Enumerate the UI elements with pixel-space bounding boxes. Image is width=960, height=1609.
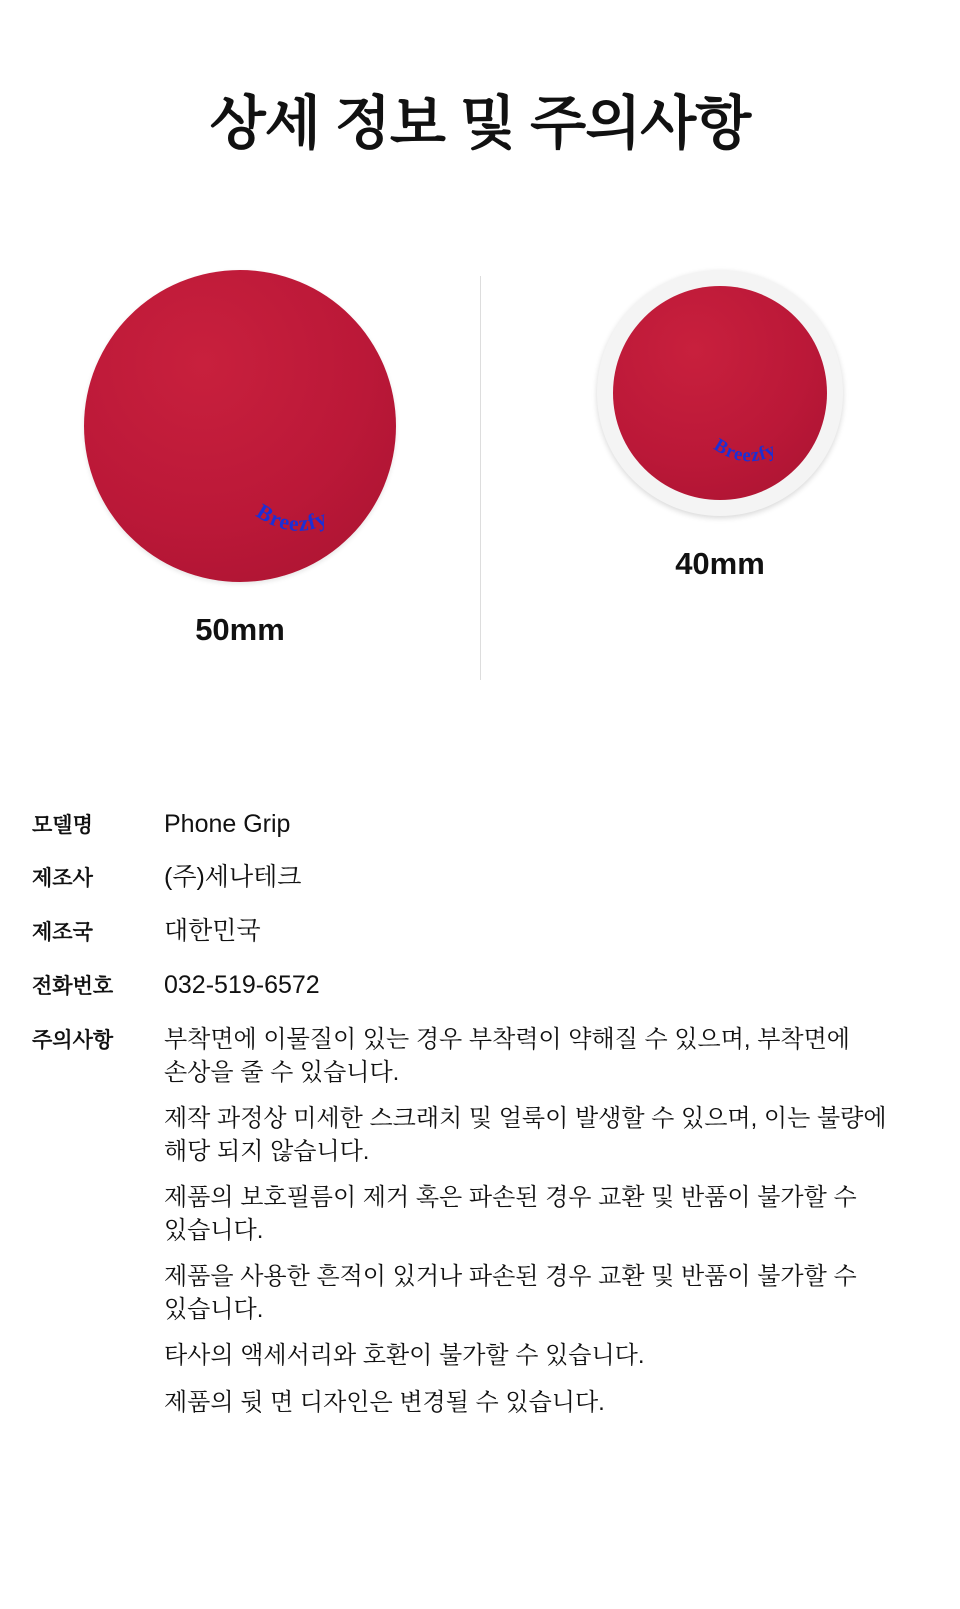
brand-logo-text: Breezfy xyxy=(710,434,780,466)
product-item-40mm xyxy=(480,270,960,582)
grip-disc-small xyxy=(613,286,827,500)
spec-row-notice xyxy=(32,1023,928,1419)
list-item: 제품의 뒷 면 디자인은 변경될 수 있습니다. xyxy=(164,1388,605,1416)
spec-value-phone: 032-519-6572 xyxy=(164,970,320,999)
spec-row-phone xyxy=(32,969,928,1003)
product-size-comparison xyxy=(0,270,960,690)
spec-row-manufacturer xyxy=(32,861,928,895)
spec-label-model: 모델명 xyxy=(32,813,93,837)
list-item: 부착면에 이물질이 있는 경우 부착력이 약해질 수 있으며, 부착면에 손상을 줄 수 있습니다. xyxy=(164,1025,850,1086)
detail-info-page xyxy=(0,39,960,1609)
grip-image-40mm xyxy=(597,270,843,516)
notice-list xyxy=(164,1023,924,1419)
grip-image-50mm xyxy=(84,270,396,582)
page-title: 상세 정보 및 주의사항 xyxy=(209,90,751,156)
brand-logo-small xyxy=(699,410,817,486)
spec-value-model: Phone Grip xyxy=(164,809,291,838)
brand-logo-text: Breezfy xyxy=(252,497,332,536)
grip-disc-rim xyxy=(597,270,843,516)
spec-label-phone: 전화번호 xyxy=(32,974,114,998)
product-item-50mm xyxy=(0,270,480,648)
size-label-40mm: 40mm xyxy=(675,545,765,581)
list-item: 타사의 액세서리와 호환이 불가할 수 있습니다. xyxy=(164,1342,645,1370)
spec-row-model xyxy=(32,808,928,842)
size-label-50mm: 50mm xyxy=(195,611,285,647)
spec-label-notice: 주의사항 xyxy=(32,1028,114,1052)
spec-value-country: 대한민국 xyxy=(164,917,261,946)
spec-label-manufacturer: 제조사 xyxy=(32,867,93,891)
spec-value-manufacturer: (주)세나테크 xyxy=(164,863,302,892)
list-item: 제품을 사용한 흔적이 있거나 파손된 경우 교환 및 반품이 불가할 수 있습니다. xyxy=(164,1263,857,1324)
spec-table xyxy=(0,808,960,1419)
spec-label-country: 제조국 xyxy=(32,921,93,945)
list-item: 제품의 보호필름이 제거 혹은 파손된 경우 교환 및 반품이 불가할 수 있습니다. xyxy=(164,1183,857,1245)
list-item: 제작 과정상 미세한 스크래치 및 얼룩이 발생할 수 있으며, 이는 불량에 해당 되지 않습니다. xyxy=(164,1104,887,1165)
grip-disc-large xyxy=(84,270,396,582)
brand-logo-large xyxy=(238,470,378,560)
spec-row-country xyxy=(32,915,928,949)
